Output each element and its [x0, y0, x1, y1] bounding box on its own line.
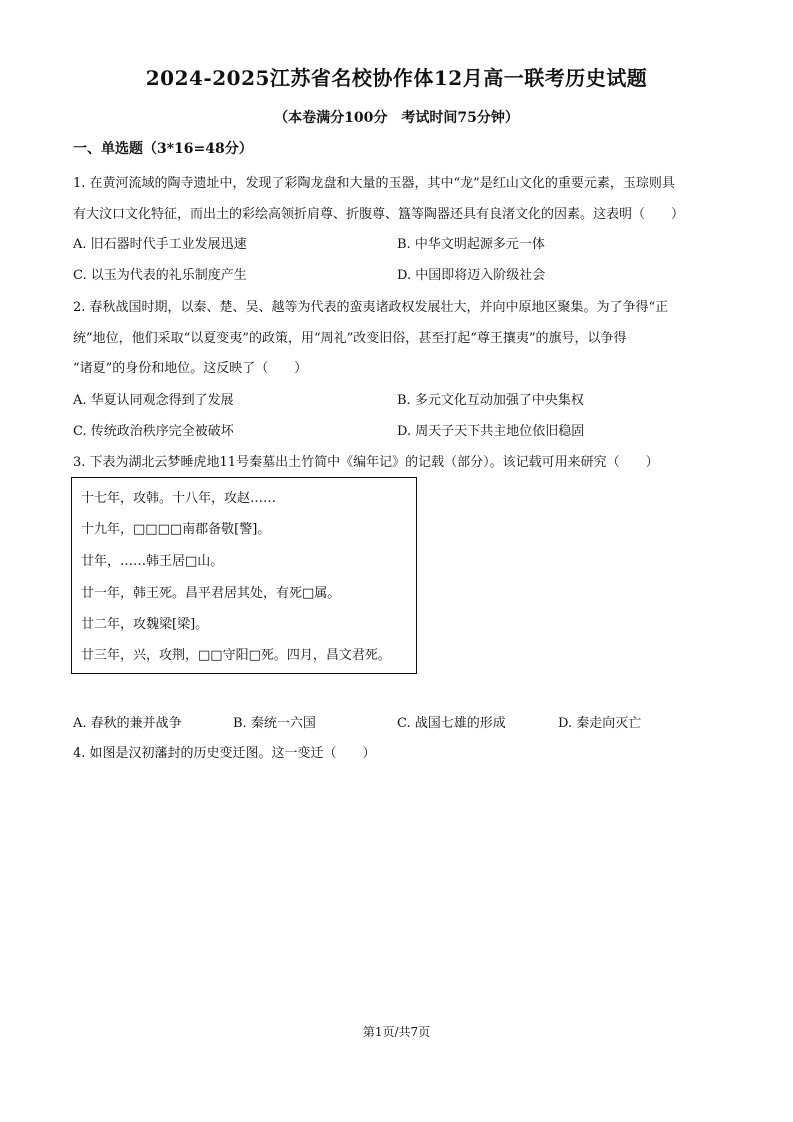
table-row: 十九年，□□□□南郡备敬[警]。: [81, 522, 271, 537]
question-3-option-b: B. 秦统一六国: [233, 716, 316, 731]
question-1-line-1: 1. 在黄河流域的陶寺遗址中，发现了彩陶龙盘和大量的玉器，其中“龙”是红山文化的重要元素，玉琮则具: [73, 176, 675, 191]
question-1-line-2: 有大汶口文化特征，而出土的彩绘高领折肩尊、折腹尊、簋等陶器还具有良渚文化的因素。这表明（ ）: [73, 207, 685, 222]
question-4-line-1: 4. 如图是汉初藩封的历史变迁图。这一变迁（ ）: [73, 746, 376, 761]
question-2-option-d: D. 周天子天下共主地位依旧稳固: [397, 424, 585, 439]
page-title: 2024-2025江苏省名校协作体12月高一联考历史试题: [145, 66, 648, 90]
question-2-option-b: B. 多元文化互动加强了中央集权: [397, 393, 584, 408]
question-2-line-3: “诸夏”的身份和地位。这反映了（ ）: [73, 361, 308, 376]
question-1-option-c: C. 以玉为代表的礼乐制度产生: [73, 268, 247, 283]
exam-subtitle: （本卷满分100分 考试时间75分钟）: [274, 110, 519, 126]
question-3-line-1: 3. 下表为湖北云梦睡虎地11号秦墓出土竹简中《编年记》的记载（部分）。该记载可用来研究（ ）: [73, 455, 659, 470]
question-3-option-c: C. 战国七雄的形成: [397, 716, 506, 731]
question-1-option-d: D. 中国即将迈入阶级社会: [397, 268, 546, 283]
section-heading: 一、单选题（3*16=48分）: [73, 141, 253, 157]
question-3-option-d: D. 秦走向灭亡: [558, 716, 642, 731]
question-1-option-a: A. 旧石器时代手工业发展迅速: [73, 237, 247, 252]
table-row: 廿年，……韩王居□山。: [81, 554, 224, 569]
question-3-option-a: A. 春秋的兼并战争: [73, 716, 182, 731]
table-row: 十七年，攻韩。十八年，攻赵……: [81, 491, 277, 506]
page-number: 第1页/共7页: [362, 1025, 431, 1039]
question-2-option-a: A. 华夏认同观念得到了发展: [73, 393, 234, 408]
table-row: 廿二年，攻魏梁[梁]。: [81, 617, 209, 632]
question-2-option-c: C. 传统政治秩序完全被破坏: [73, 424, 234, 439]
question-2-line-1: 2. 春秋战国时期，以秦、楚、吴、越等为代表的蛮夷诸政权发展壮大，并向中原地区聚集。为了争得“正: [73, 300, 669, 315]
question-2-line-2: 统”地位，他们采取“以夏变夷”的政策，用“周礼”改变旧俗，甚至打起“尊王攘夷”的旗号，以争得: [73, 331, 627, 346]
bamboo-slip-table: [71, 477, 417, 674]
table-row: 廿一年，韩王死。昌平君居其处，有死□属。: [81, 586, 341, 601]
question-1-option-b: B. 中华文明起源多元一体: [397, 237, 545, 252]
table-row: 廿三年，兴，攻荆，□□守阳□死。四月，昌文君死。: [81, 648, 391, 663]
